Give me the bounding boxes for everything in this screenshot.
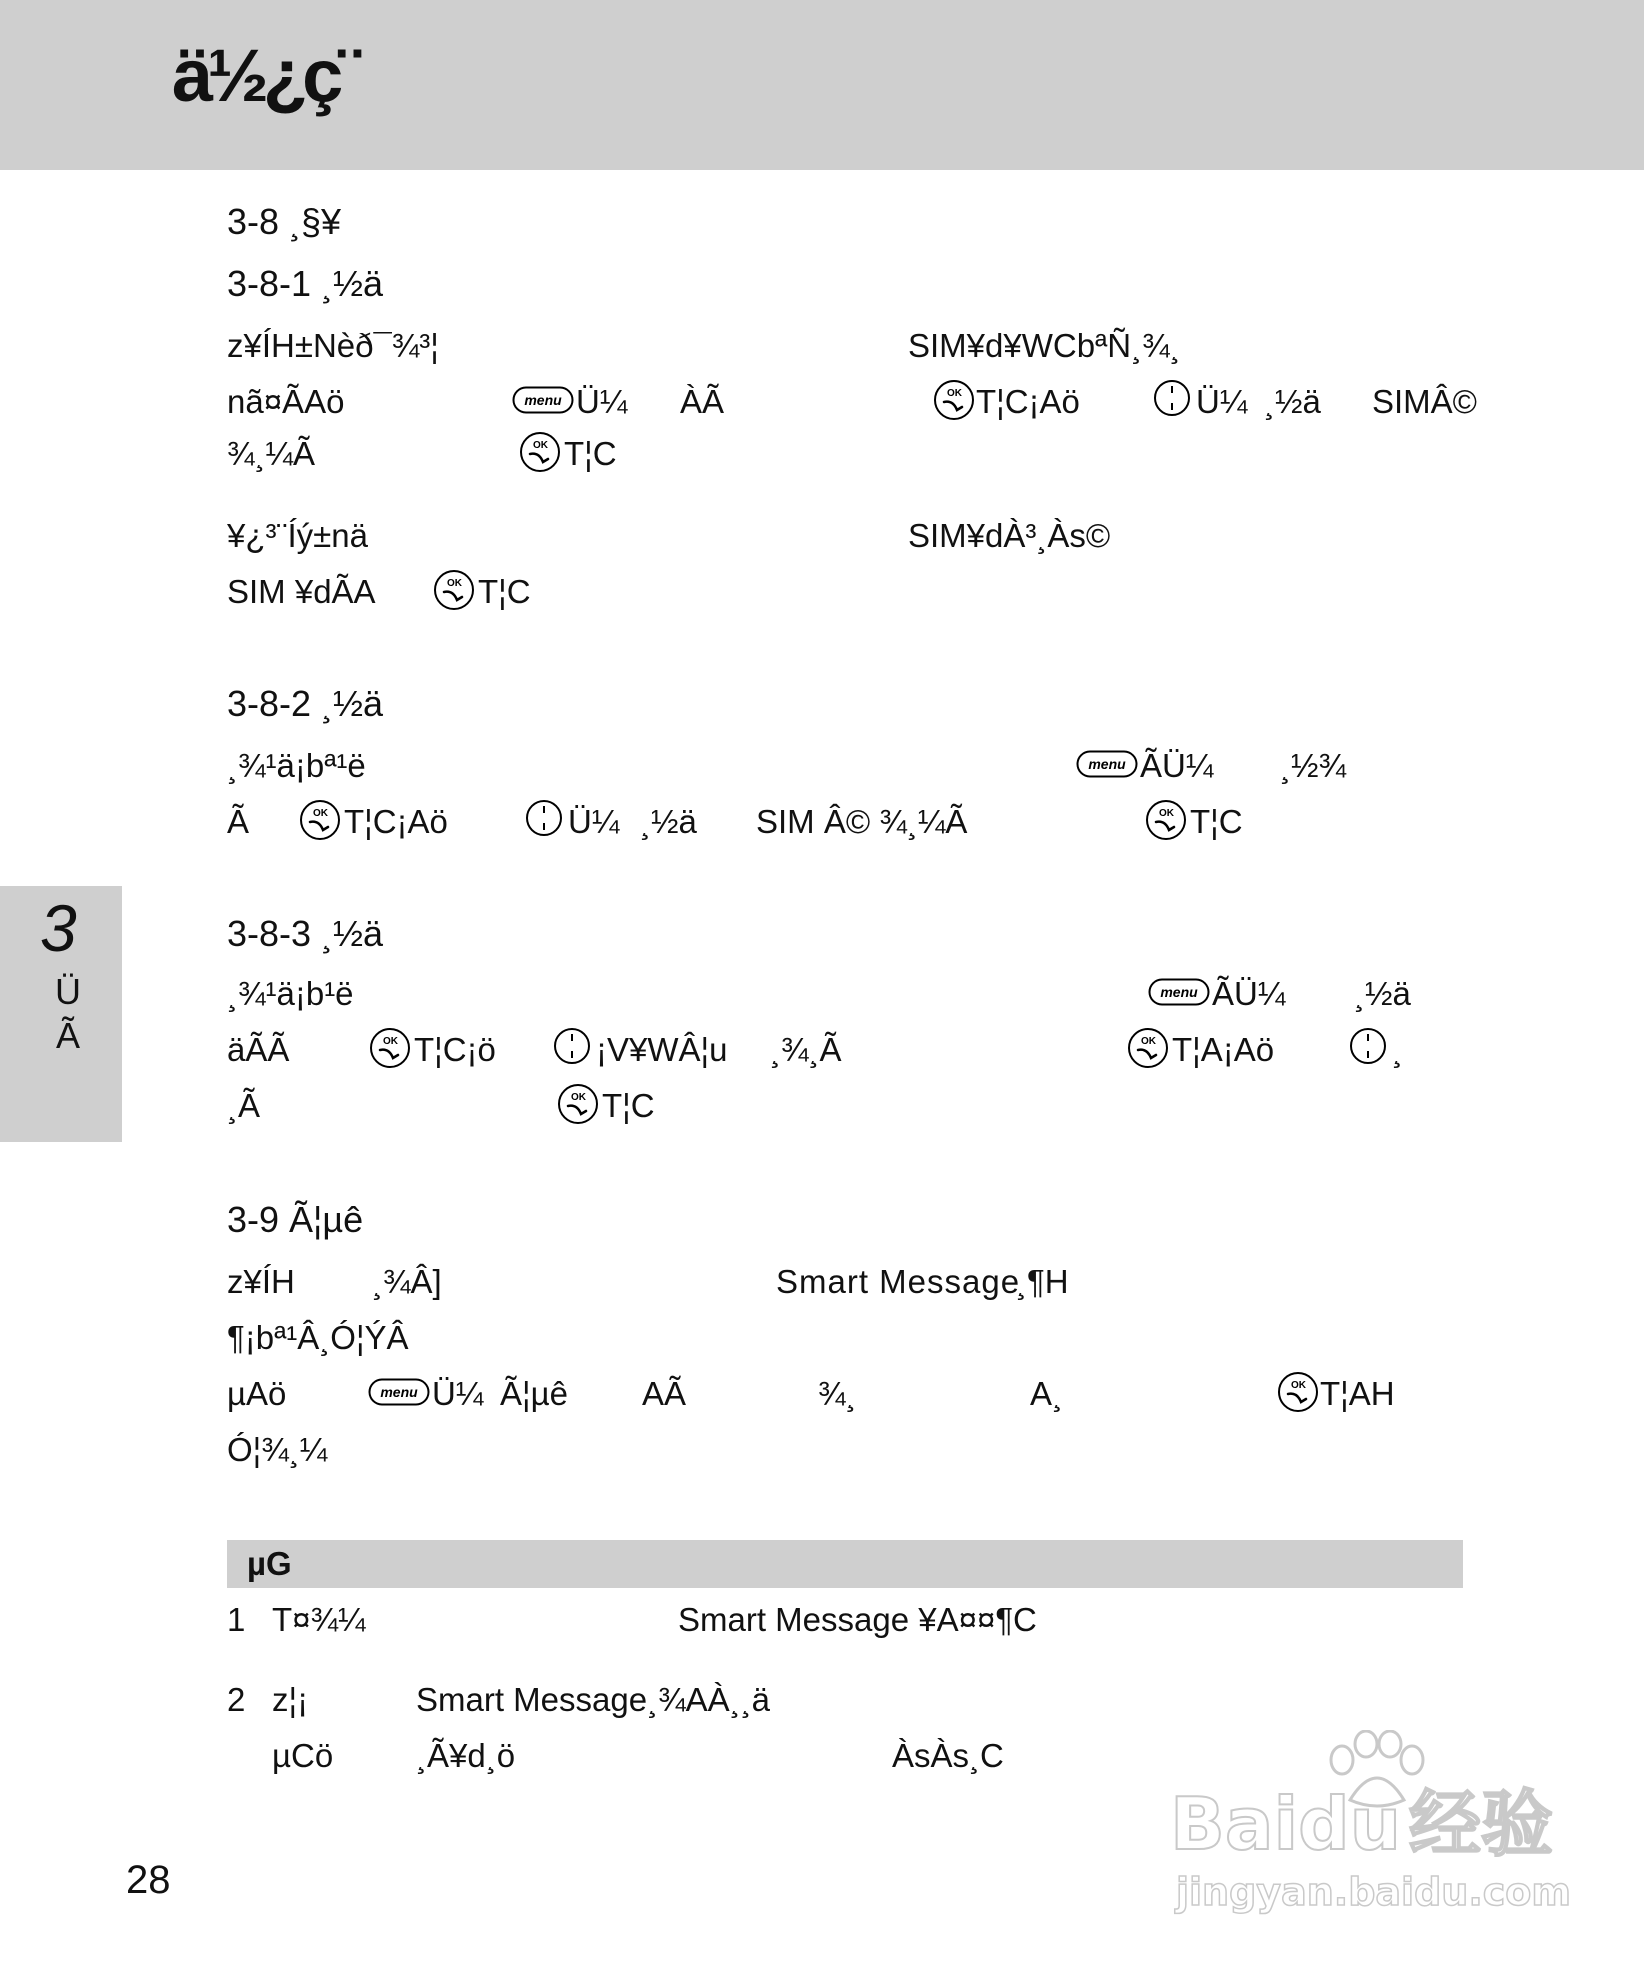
chapter-label-top: Ü	[55, 971, 81, 1012]
watermark-cn: 经验	[1408, 1782, 1553, 1866]
ok-key-icon	[432, 568, 476, 617]
para-text: Ó¦¾¸¼	[227, 1431, 328, 1468]
para-text: T¦A¡Aö	[1172, 1031, 1275, 1068]
note-item-number: 1	[227, 1601, 246, 1638]
subsection-heading-3-8-1: 3-8-1 ¸½ä	[227, 263, 384, 304]
para-text: ÃÜ¼	[1140, 747, 1214, 784]
chapter-tab	[0, 886, 122, 1142]
watermark-brand-du: du	[1298, 1782, 1401, 1866]
header-band	[0, 0, 1644, 170]
svg-text:menu: menu	[524, 392, 562, 408]
para-text: ¾¸¼Ã	[227, 435, 316, 472]
para-text: SIM ¥dÃA	[227, 573, 376, 610]
para-text: ÀÃ	[680, 383, 725, 420]
chapter-number: 3	[40, 891, 77, 965]
para-text: SIM Â© ¾¸¼Ã	[756, 803, 968, 840]
watermark-brand: Bai	[1170, 1782, 1299, 1866]
ok-key-icon	[298, 798, 342, 847]
chapter-label	[52, 970, 84, 1058]
menu-key-icon	[1076, 750, 1138, 783]
para-text: T¦C	[478, 573, 531, 610]
para-text: T¦C	[602, 1087, 655, 1124]
svg-text:menu: menu	[1160, 984, 1198, 1000]
para-text: ¶¡bª¹Â¸Ó¦ÝÂ	[227, 1319, 409, 1356]
svg-text:OK: OK	[313, 808, 328, 819]
note-item-number: 2	[227, 1681, 246, 1718]
svg-text:OK: OK	[1291, 1380, 1306, 1391]
nav-key-icon	[524, 798, 564, 843]
subsection-heading-3-8-3: 3-8-3 ¸½ä	[227, 913, 384, 954]
menu-key-icon	[512, 386, 574, 419]
para-text: ¡V¥WÂ¦u	[596, 1031, 728, 1068]
watermark-url: jingyan.baidu.com	[1176, 1870, 1571, 1914]
para-text: ¸½¾	[1280, 747, 1347, 784]
menu-key-icon	[368, 1378, 430, 1411]
baidu-watermark	[1170, 1730, 1610, 1920]
note-header-bar	[227, 1540, 1463, 1588]
svg-text:OK: OK	[571, 1092, 586, 1103]
para-text: ¸½ä	[640, 803, 697, 840]
para-text: ¾¸	[818, 1375, 857, 1412]
para-text: Ü¼	[1196, 383, 1248, 420]
svg-text:OK: OK	[947, 388, 962, 399]
subsection-heading-3-8-2: 3-8-2 ¸½ä	[227, 683, 384, 724]
section-heading-3-9: 3-9 Ã¦µê	[227, 1199, 364, 1240]
para-text: ¸¾¹ä¡bª¹ë	[227, 747, 366, 784]
svg-text:OK: OK	[533, 440, 548, 451]
section-heading-3-8: 3-8 ¸§¥	[227, 201, 342, 242]
page-number: 28	[126, 1858, 171, 1902]
svg-text:OK: OK	[1159, 808, 1174, 819]
para-text: äÃÃ	[227, 1031, 290, 1068]
svg-text:OK: OK	[1141, 1036, 1156, 1047]
para-text: ¸¾¸Ã	[770, 1031, 842, 1068]
note-item-text: z¦¡	[272, 1681, 309, 1718]
para-text: T¦C¡Aö	[976, 383, 1080, 420]
note-item-text: T¤¾¼	[272, 1601, 366, 1638]
para-text: ¸¾Â]	[372, 1263, 442, 1300]
para-text: nã¤ÃAö	[227, 383, 345, 420]
para-text: SIM¥dÀ³¸Às©	[908, 517, 1111, 554]
para-text: ¥¿³¨Íý±nä	[227, 517, 368, 554]
svg-text:menu: menu	[1088, 756, 1126, 772]
chapter-label-bottom: Ã	[55, 1015, 80, 1056]
ok-key-icon	[1144, 798, 1188, 847]
para-text: T¦C	[564, 435, 617, 472]
para-text: ¸½ä	[1354, 975, 1411, 1012]
menu-key-icon	[1148, 978, 1210, 1011]
para-text: ¸	[1392, 1031, 1403, 1068]
para-text: A¸	[1030, 1375, 1063, 1412]
para-text: ¸½ä	[1264, 383, 1321, 420]
nav-key-icon	[552, 1026, 592, 1071]
svg-text:OK: OK	[447, 578, 462, 589]
para-text: ÃÜ¼	[1212, 975, 1286, 1012]
nav-key-icon	[1152, 378, 1192, 423]
svg-text:OK: OK	[383, 1036, 398, 1047]
note-item-text: Smart Message ¥A¤¤¶C	[678, 1601, 1037, 1638]
para-text: T¦C¡ö	[414, 1031, 496, 1068]
para-text: ¸¶H	[1016, 1263, 1069, 1300]
para-text: Ü¼	[568, 803, 620, 840]
ok-key-icon	[518, 430, 562, 479]
para-text: SIMÂ©	[1372, 383, 1477, 420]
para-text: Ã	[227, 803, 250, 840]
ok-key-icon	[1276, 1370, 1320, 1419]
note-item-text: µCö	[272, 1737, 334, 1774]
para-text: T¦C	[1190, 803, 1243, 840]
para-text: Ü¼	[432, 1375, 484, 1412]
para-text: T¦C¡Aö	[344, 803, 448, 840]
para-text: AÃ	[642, 1375, 687, 1412]
para-text: Ü¼	[576, 383, 628, 420]
para-text: µAö	[227, 1375, 287, 1412]
note-item-text: ¸Ã¥d¸ö	[416, 1737, 516, 1774]
note-title: µG	[247, 1545, 292, 1582]
nav-key-icon	[1348, 1026, 1388, 1071]
para-text: z¥ÍH	[227, 1263, 295, 1300]
svg-text:menu: menu	[380, 1384, 418, 1400]
para-text: z¥ÍH±Nèð¯¾³¦	[227, 327, 439, 364]
para-text: ¸Ã	[227, 1087, 260, 1124]
para-text: SIM¥d¥WCbªÑ¸¾¸	[908, 327, 1181, 364]
para-text: ¸¾¹ä¡b¹ë	[227, 975, 354, 1012]
note-item-text: Smart Message¸¾AÀ¸¸ä	[416, 1681, 770, 1718]
ok-key-icon	[368, 1026, 412, 1075]
ok-key-icon	[1126, 1026, 1170, 1075]
para-text: T¦AH	[1320, 1375, 1395, 1412]
note-item-text: ÀsÀs¸C	[892, 1737, 1004, 1774]
para-text: Ã¦µê	[500, 1375, 568, 1412]
ok-key-icon	[932, 378, 976, 427]
para-text: Smart Message	[776, 1263, 1021, 1300]
page-title: ä½¿ç¨	[172, 34, 356, 117]
ok-key-icon	[556, 1082, 600, 1131]
